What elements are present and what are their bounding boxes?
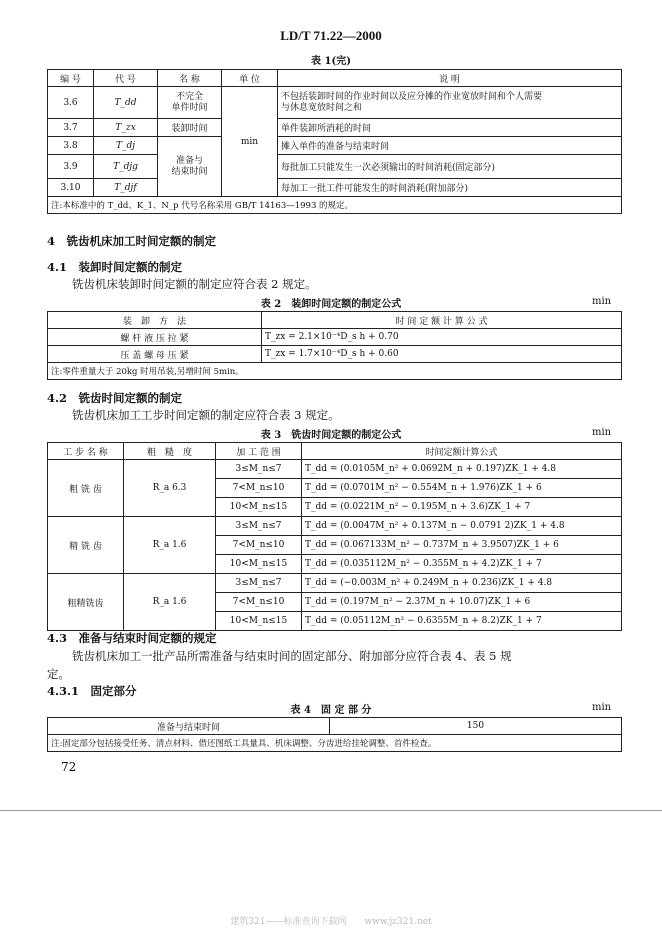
table1-cell-no: 3.9 [48, 155, 94, 179]
table1-cell-code: T_djg [94, 155, 158, 179]
table1-unit: min [240, 136, 259, 147]
section4-title: 4 铣齿机床加工时间定额的制定 [47, 234, 216, 248]
table3-cell-range: 7<M_n≤10 [216, 479, 302, 498]
table2-cell-formula: T_zx = 1.7×10⁻⁴D_s h + 0.60 [262, 346, 622, 363]
table1-cell-name: 不完全 单件时间 [158, 87, 222, 119]
table3-cell-formula: T_dd = (0.197M_n² − 2.37M_n + 10.07)ZK_1 + 6 [302, 593, 622, 612]
table2-cell-method: 螺 杆 液 压 拉 紧 [48, 329, 262, 346]
table3-cell-range: 7<M_n≤10 [216, 536, 302, 555]
table3-cell-formula: T_dd = (−0.003M_n² + 0.249M_n + 0.236)ZK_1 + 4.8 [302, 574, 622, 593]
table3-cell-range: 3≤M_n≤7 [216, 574, 302, 593]
table2 [47, 311, 622, 380]
table3-cell-range: 3≤M_n≤7 [216, 517, 302, 536]
table2-note: 注:零件重量大于 20kg 时用吊装,另增时间 5min。 [48, 363, 622, 380]
table4-cell-label: 准备与结束时间 [48, 718, 330, 735]
table1-note: 注:本标准中的 T_dd、K_1、N_p 代号名称采用 GB/T 14163—1993 的规定。 [48, 197, 622, 214]
section42-text: 铣齿机床加工工步时间定额的制定应符合表 3 规定。 [72, 408, 340, 422]
table4-unit: min [592, 702, 612, 713]
table3-cell-formula: T_dd = (0.0047M_n² + 0.137M_n − 0.0791 2)ZK_1 + 4.8 [302, 517, 622, 536]
page-number: 72 [61, 760, 77, 774]
section42-title: 4.2 铣齿时间定额的制定 [47, 391, 183, 405]
table4-note: 注:固定部分包括接受任务、清点材料、借还图纸工具量具、机床调整、分齿进给挂轮调整、首件检查。 [48, 735, 622, 752]
table1-caption: 表 1(完) [311, 56, 351, 67]
table1-cell-no: 3.10 [48, 179, 94, 197]
table3-cell-step: 粗精铣齿 [48, 574, 124, 631]
section431-title: 4.3.1 固定部分 [47, 684, 137, 698]
table3-header-range: 加 工 范 围 [216, 443, 302, 460]
table1-cell-no: 3.7 [48, 119, 94, 137]
table3-cell-formula: T_dd = (0.0105M_n² + 0.0692M_n + 0.197)ZK_1 + 4.8 [302, 460, 622, 479]
table1-header-desc: 说 明 [278, 70, 622, 87]
table1-cell-desc: 每批加工只能发生一次必须输出的时间消耗(固定部分) [278, 155, 622, 179]
table3-header-step: 工 步 名 称 [48, 443, 124, 460]
table1-cell-desc: 摊入单件的准备与结束时间 [278, 137, 622, 155]
table1-cell-no: 3.8 [48, 137, 94, 155]
table3-cell-step: 粗 铣 齿 [48, 460, 124, 517]
section43-text-line2: 定。 [47, 667, 70, 681]
table1-cell-desc: 不包括装卸时间的作业时间以及应分摊的作业宽放时间和个人需要 与休息宽放时间之和 [278, 87, 622, 119]
table3-cell-roughness: R_a 1.6 [124, 574, 216, 631]
table3-cell-formula: T_dd = (0.05112M_n² − 0.6355M_n + 8.2)ZK_1 + 7 [302, 612, 622, 631]
table3-cell-range: 10<M_n≤15 [216, 612, 302, 631]
table3-cell-roughness: R_a 1.6 [124, 517, 216, 574]
table3-cell-formula: T_dd = (0.0701M_n² − 0.554M_n + 1.976)ZK_1 + 6 [302, 479, 622, 498]
table2-unit: min [592, 296, 612, 307]
table3-cell-range: 10<M_n≤15 [216, 555, 302, 574]
table3-caption: 表 3 铣齿时间定额的制定公式 [260, 430, 402, 441]
table2-caption: 表 2 装卸时间定额的制定公式 [260, 299, 402, 310]
table1-header-code: 代 号 [94, 70, 158, 87]
table1 [47, 69, 622, 214]
table1-cell-code: T_djf [94, 179, 158, 197]
table2-cell-method: 压 盖 螺 母 压 紧 [48, 346, 262, 363]
table3-cell-formula: T_dd = (0.067133M_n² − 0.737M_n + 3.9507)ZK_1 + 6 [302, 536, 622, 555]
document-header: LD/T 71.22—2000 [280, 28, 382, 43]
footer-watermark: 建筑321——标准查询下载网 www.jz321.net [230, 917, 432, 927]
table3-unit: min [592, 427, 612, 438]
table1-cell-code: T_dj [94, 137, 158, 155]
table3-cell-range: 3≤M_n≤7 [216, 460, 302, 479]
table1-cell-no: 3.6 [48, 87, 94, 119]
table3-cell-range: 7<M_n≤10 [216, 593, 302, 612]
table3-cell-formula: T_dd = (0.0221M_n² − 0.195M_n + 3.6)ZK_1 + 7 [302, 498, 622, 517]
section43-title: 4.3 准备与结束时间定额的规定 [47, 631, 217, 645]
table4-cell-value: 150 [330, 718, 622, 735]
table1-cell-name: 装卸时间 [158, 119, 222, 137]
table1-header-no: 编 号 [48, 70, 94, 87]
section41-text: 铣齿机床装卸时间定额的制定应符合表 2 规定。 [72, 277, 317, 291]
section43-text-line1: 铣齿机床加工一批产品所需准备与结束时间的固定部分、附加部分应符合表 4、表 5 规 [72, 649, 512, 663]
table2-header-method: 装 卸 方 法 [48, 312, 262, 329]
table1-cell-unit [222, 87, 278, 197]
table1-cell-code: T_dd [94, 87, 158, 119]
table3-cell-step: 精 铣 齿 [48, 517, 124, 574]
section41-title: 4.1 装卸时间定额的制定 [47, 260, 183, 274]
table2-header-formula: 时 间 定 额 计 算 公 式 [262, 312, 622, 329]
table1-cell-name-merged: 准备与 结束时间 [158, 137, 222, 197]
table1-header-unit: 单 位 [222, 70, 278, 87]
table3-cell-roughness: R_a 6.3 [124, 460, 216, 517]
page-divider [0, 810, 662, 811]
table1-cell-desc: 每加工一批工件可能发生的时间消耗(附加部分) [278, 179, 622, 197]
table3-header-formula: 时间定额计算公式 [302, 443, 622, 460]
table1-cell-desc: 单件装卸所消耗的时间 [278, 119, 622, 137]
table3-header-roughness: 粗 糙 度 [124, 443, 216, 460]
table4 [47, 717, 622, 752]
table1-header-name: 名 称 [158, 70, 222, 87]
table3 [47, 442, 622, 631]
table3-cell-formula: T_dd = (0.035112M_n² − 0.355M_n + 4.2)ZK_1 + 7 [302, 555, 622, 574]
table2-cell-formula: T_zx = 2.1×10⁻⁴D_s h + 0.70 [262, 329, 622, 346]
table4-caption: 表 4 固 定 部 分 [290, 705, 372, 716]
table3-cell-range: 10<M_n≤15 [216, 498, 302, 517]
table1-cell-code: T_zx [94, 119, 158, 137]
